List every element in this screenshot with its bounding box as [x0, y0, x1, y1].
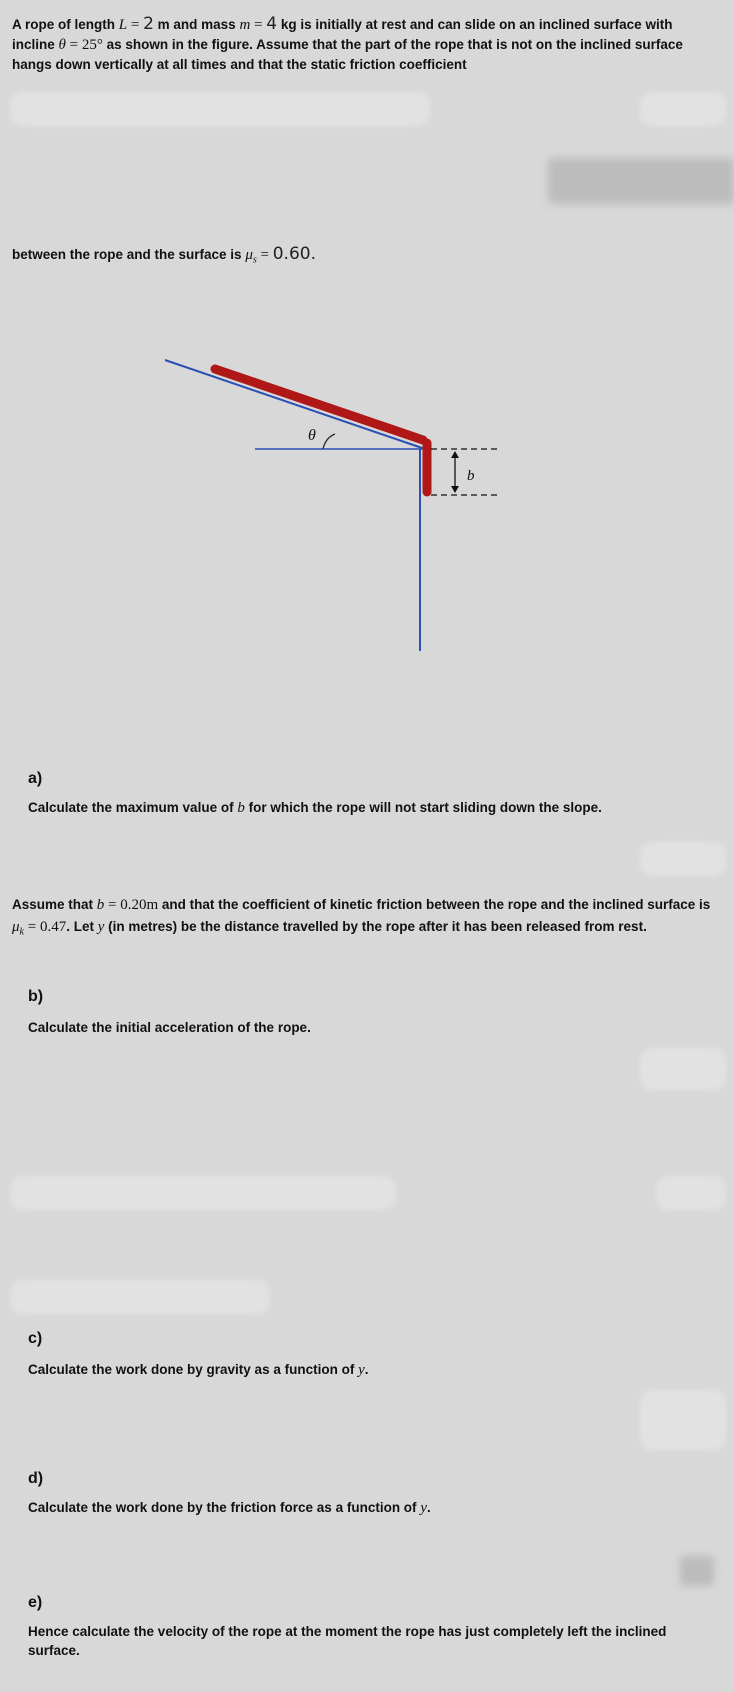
- blurred-panel: [548, 158, 734, 204]
- arrow-up-head: [451, 451, 459, 458]
- mass-value: 4: [266, 14, 278, 34]
- part-a-label: a): [28, 770, 43, 787]
- blurred-panel: [10, 92, 430, 126]
- length-value: 2: [143, 14, 154, 34]
- part-d-label: d): [28, 1470, 44, 1487]
- part-c-label: c): [28, 1330, 43, 1347]
- blurred-panel: [640, 1048, 726, 1090]
- part-d-question: Calculate the work done by the friction force as a function of y.: [28, 1500, 431, 1516]
- theta-label: θ: [308, 427, 316, 444]
- blurred-panel: [656, 1176, 726, 1210]
- static-friction-line: between the rope and the surface is $\mu_s = 0.60$.: [12, 244, 316, 266]
- b-value: 0.20m: [120, 897, 159, 913]
- blurred-panel: [640, 92, 726, 126]
- part-e-question: Hence calculate the velocity of the rope at the moment the rope has just completely left the inclined surface.: [28, 1624, 667, 1658]
- blurred-panel: [10, 1176, 396, 1210]
- part-b-question: Calculate the initial acceleration of the rope.: [28, 1020, 311, 1035]
- part-b-label: b): [28, 988, 44, 1005]
- arrow-down-head: [451, 486, 459, 493]
- problem-intro: A rope of length L = 2 m and mass m = 4 kg is initially at rest and can slide on an inclined surface with incline θ = 25° as shown in the figure. Assume that the part of the rope that is not on the inclined surface hangs down vertically at all times and that the static friction coefficient: [12, 14, 683, 72]
- mu-s-value: 0.60.: [272, 244, 316, 264]
- mass-symbol: m: [239, 17, 251, 33]
- incline-surface: [165, 360, 425, 449]
- theta-symbol: θ: [58, 37, 66, 53]
- mu-k-value: 0.47: [39, 919, 67, 935]
- theta-arc: [323, 434, 335, 449]
- mu-s-symbol: μ: [245, 247, 253, 263]
- blurred-panel: [680, 1556, 714, 1586]
- part-c-question: Calculate the work done by gravity as a function of y.: [28, 1362, 369, 1378]
- b-label: b: [467, 468, 475, 484]
- incline-figure: [0, 340, 734, 670]
- assumption-paragraph: Assume that b = 0.20m and that the coefficient of kinetic friction between the rope and the inclined surface is $\mu_k = 0.47$. Let y (in metres) be the distance travelled by the rope after it has been released from rest.: [12, 897, 711, 938]
- part-e-label: e): [28, 1594, 43, 1611]
- blurred-panel: [10, 1280, 270, 1314]
- blurred-panel: [640, 1390, 726, 1450]
- length-symbol: L: [118, 17, 128, 33]
- theta-value: 25°: [81, 37, 103, 53]
- part-a-question: Calculate the maximum value of b for which the rope will not start sliding down the slope.: [28, 800, 602, 816]
- blurred-panel: [640, 842, 726, 876]
- rope-on-incline: [215, 369, 423, 440]
